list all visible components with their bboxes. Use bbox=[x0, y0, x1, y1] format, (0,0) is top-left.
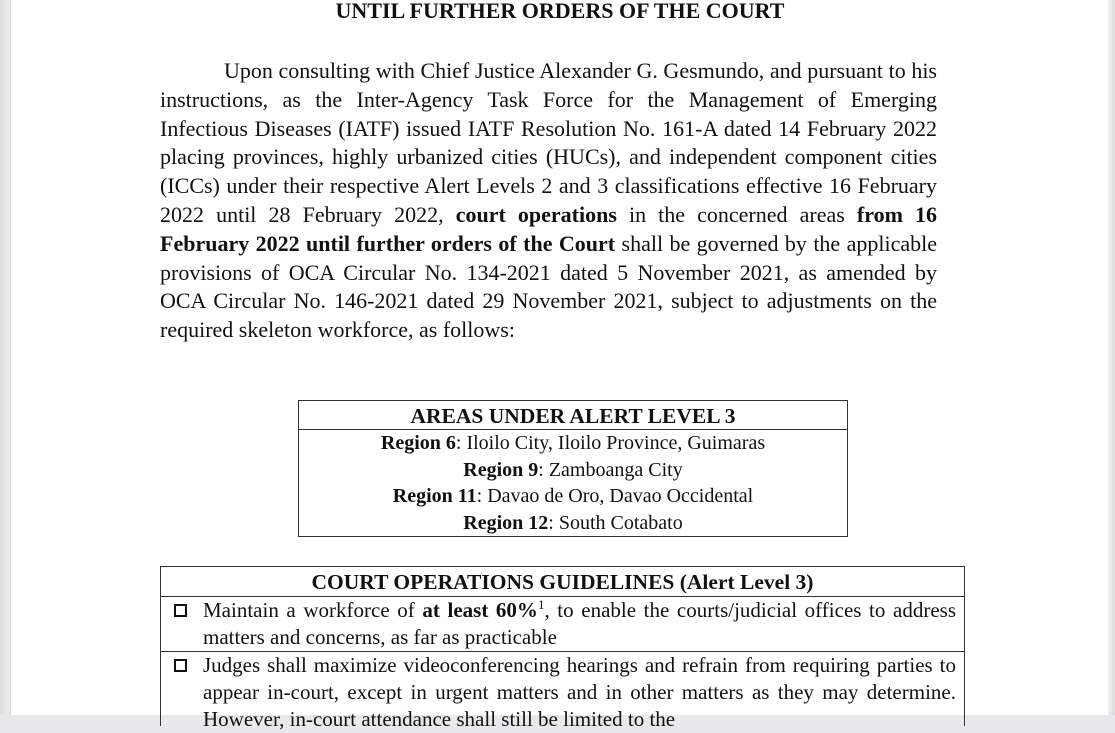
guideline-text: , to enable the courts/judicial offices to address matters and concerns, as far as practicable bbox=[203, 598, 956, 649]
alert-row bbox=[299, 510, 847, 537]
region-label: Region 9 bbox=[463, 458, 539, 481]
alert-row bbox=[299, 430, 847, 457]
region-areas: : South Cotabato bbox=[548, 511, 683, 534]
paragraph-bold-2: from 16 February 2022 until further orders of the Court bbox=[160, 201, 937, 256]
paragraph-text-3: shall be governed by the applicable provisions of OCA Circular No. 134-2021 dated 5 November 2021, as amended by OCA Circular No. 146-2021 dated 29 November 2021, subject to adjustments on the required skeleton workforce, as follows: bbox=[160, 230, 938, 343]
guideline-bold: at least 60% bbox=[422, 598, 538, 622]
region-areas: : Zamboanga City bbox=[538, 458, 683, 481]
region-label: Region 12 bbox=[463, 511, 549, 534]
page-shadow-right bbox=[1108, 0, 1115, 715]
paragraph-bold-1: court operations bbox=[455, 201, 617, 227]
alert-row bbox=[299, 483, 847, 510]
guideline-text: Maintain a workforce of bbox=[203, 598, 423, 622]
region-areas: : Iloilo City, Iloilo Province, Guimaras bbox=[455, 432, 766, 454]
alert-table-title: AREAS UNDER ALERT LEVEL 3 bbox=[299, 401, 847, 430]
section-heading: UNTIL FURTHER ORDERS OF THE COURT bbox=[335, 0, 785, 23]
body-paragraph bbox=[160, 57, 937, 345]
guideline-item bbox=[161, 597, 964, 651]
paragraph-text-1: Upon consulting with Chief Justice Alexander G. Gesmundo, and pursuant to his instructions, as the Inter-Agency Task Force for the Management of Emerging Infectious Diseases (IATF) issued IATF Resolution No. 161-A dated 14 February 2022 placing provinces, highly urbanized cities (HUCs), and independent component cities (ICCs) under their respective Alert Levels 2 and 3 classifications effective 16 February 2022 until 28 February 2022, bbox=[160, 58, 937, 227]
footnote-ref: 1 bbox=[537, 597, 545, 612]
alert-row bbox=[299, 457, 847, 484]
checkbox-icon bbox=[174, 604, 187, 617]
guideline-item bbox=[161, 651, 964, 733]
paragraph-text-2: in the concerned areas bbox=[616, 201, 857, 227]
region-label: Region 11 bbox=[392, 485, 477, 507]
page-shadow-left bbox=[0, 0, 10, 715]
alert-level-3-table bbox=[298, 400, 848, 537]
region-areas: : Davao de Oro, Davao Occidental bbox=[476, 485, 754, 507]
checkbox-icon bbox=[174, 659, 187, 672]
guidelines-title: COURT OPERATIONS GUIDELINES (Alert Level 3) bbox=[161, 567, 964, 597]
court-operations-guidelines-table bbox=[160, 566, 965, 731]
region-label: Region 6 bbox=[380, 432, 456, 454]
guideline-text: Judges shall maximize videoconferencing hearings and refrain from requiring parties to appear in-court, except in urgent matters and in other matters as they may determine. However, in-court attendance shall still be limited to the bbox=[203, 653, 956, 731]
